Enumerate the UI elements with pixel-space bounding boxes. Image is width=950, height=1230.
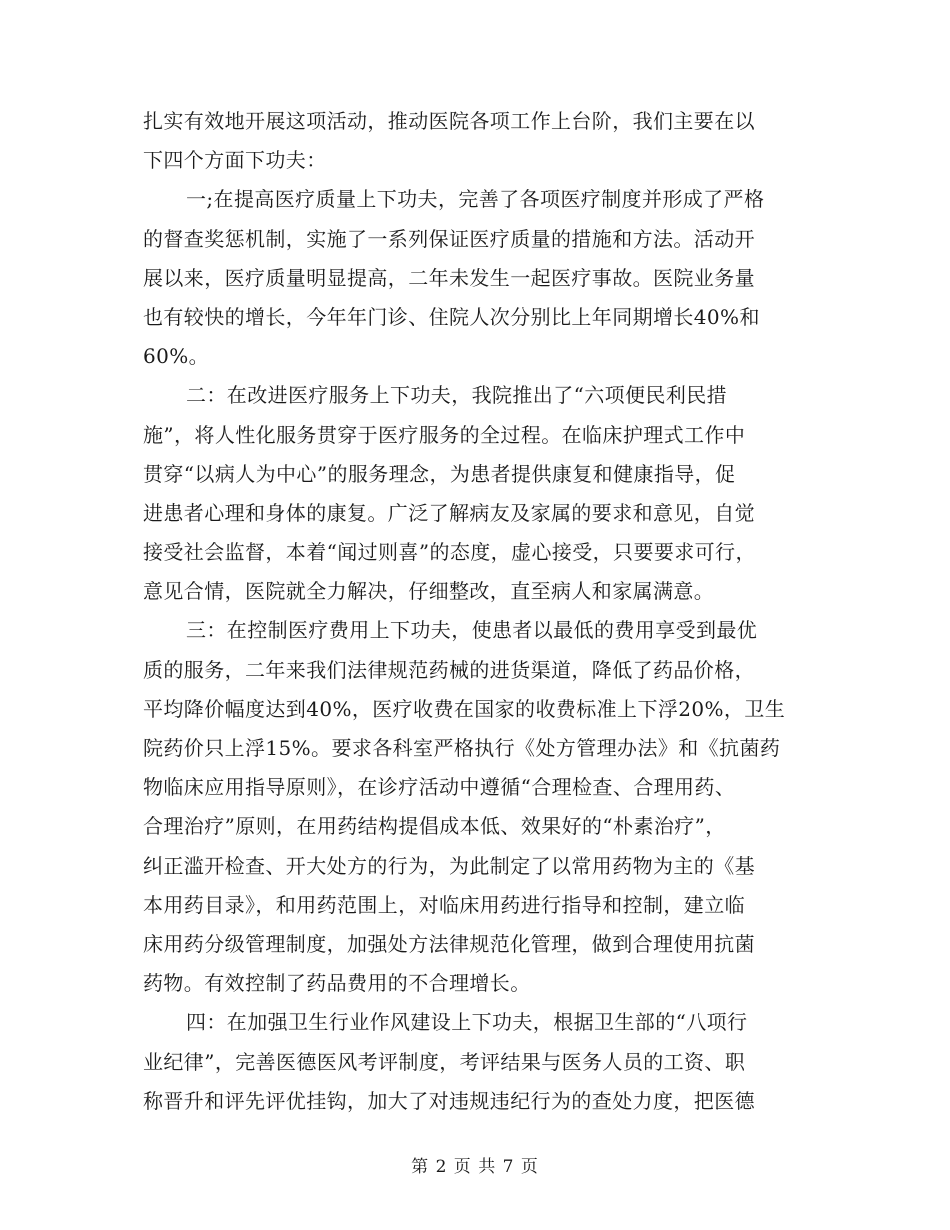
text-line: 药物。有效控制了药品费用的不合理增长。 <box>143 971 531 996</box>
text-line: 施”，将人性化服务贯穿于医疗服务的全过程。在临床护理式工作中 <box>143 422 746 447</box>
text-line: 贯穿“以病人为中心”的服务理念，为患者提供康复和健康指导，促 <box>143 461 736 486</box>
text-line: 展以来，医疗质量明显提高，二年未发生一起医疗事故。医院业务量 <box>143 265 755 290</box>
text-line: 业纪律”，完善医德医风考评制度，考评结果与医务人员的工资、职 <box>143 1049 746 1074</box>
text-line: 的督查奖惩机制，实施了一系列保证医疗质量的措施和方法。活动开 <box>143 226 755 251</box>
text-line: 下四个方面下功夫： <box>143 148 327 173</box>
body-text <box>143 102 808 1121</box>
text-line: 二：在改进医疗服务上下功夫，我院推出了“六项便民利民措 <box>186 383 728 408</box>
page-number-footer: 第 2 页 共 7 页 <box>411 1157 539 1177</box>
text-line: 三：在控制医疗费用上下功夫，使患者以最低的费用享受到最优 <box>186 618 758 643</box>
text-line: 院药价只上浮15%。要求各科室严格执行《处方管理办法》和《抗菌药 <box>143 736 781 760</box>
text-line: 进患者心理和身体的康复。广泛了解病友及家属的要求和意见，自觉 <box>143 500 755 525</box>
text-line: 本用药目录》，和用药范围上，对临床用药进行指导和控制，建立临 <box>143 892 745 917</box>
text-line: 意见合情，医院就全力解决，仔细整改，直至病人和家属满意。 <box>143 579 715 604</box>
text-line: 纠正滥开检查、开大处方的行为，为此制定了以常用药物为主的《基 <box>143 853 755 878</box>
text-line: 也有较快的增长，今年年门诊、住院人次分别比上年同期增长40%和 <box>143 304 760 329</box>
text-line: 四：在加强卫生行业作风建设上下功夫，根据卫生部的“八项行 <box>186 1010 748 1035</box>
text-line: 接受社会监督，本着“闻过则喜”的态度，虚心接受，只要要求可行， <box>143 540 756 565</box>
text-line: 物临床应用指导原则》，在诊疗活动中遵循“合理检查、合理用药、 <box>143 775 736 800</box>
text-line: 床用药分级管理制度，加强处方法律规范化管理，做到合理使用抗菌 <box>143 931 755 956</box>
text-line: 称晋升和评先评优挂钩，加大了对违规违纪行为的查处力度，把医德 <box>143 1088 755 1113</box>
text-line: 扎实有效地开展这项活动，推动医院各项工作上台阶，我们主要在以 <box>143 109 755 133</box>
text-line: 质的服务，二年来我们法律规范药械的进货渠道，降低了药品价格， <box>143 657 755 682</box>
text-line: 一;在提高医疗质量上下功夫，完善了各项医疗制度并形成了严格 <box>186 187 765 212</box>
text-line: 60%。 <box>143 344 210 369</box>
text-line: 平均降价幅度达到40%，医疗收费在国家的收费标准上下浮20%，卫生 <box>143 696 786 721</box>
text-line: 合理治疗”原则，在用药结构提倡成本低、效果好的“朴素治疗”， <box>143 814 726 839</box>
